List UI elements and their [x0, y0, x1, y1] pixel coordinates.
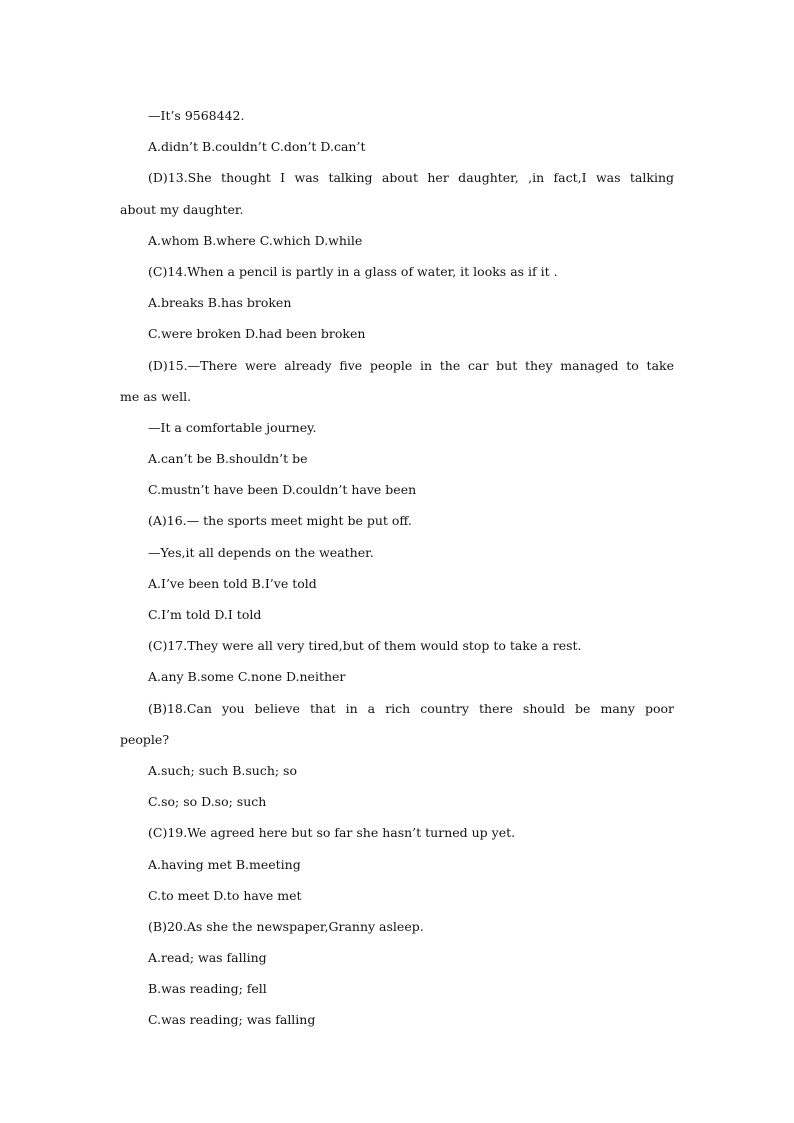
text-line: (B)18.Can you believe that in a rich country there should be many poor	[148, 700, 674, 716]
text-line: C.so; so D.so; such	[148, 794, 267, 810]
text-line: A.such; such B.such; so	[148, 762, 297, 778]
text-line: A.read; was falling	[148, 950, 267, 966]
text-line: A.can’t be B.shouldn’t be	[148, 451, 308, 467]
text-line: B.was reading; fell	[148, 981, 267, 997]
text-line: A.breaks B.has broken	[148, 295, 292, 311]
text-line: me as well.	[120, 388, 192, 404]
text-line: (C)19.We agreed here but so far she hasn’t turned up yet.	[148, 825, 516, 841]
text-line: (C)14.When a pencil is partly in a glass of water, it looks as if it .	[148, 263, 558, 279]
text-line: (C)17.They were all very tired,but of them would stop to take a rest.	[148, 638, 582, 654]
text-line: people?	[120, 731, 170, 747]
text-line: (A)16.— the sports meet might be put off.	[148, 513, 412, 529]
text-line: —It a comfortable journey.	[148, 419, 317, 435]
text-line: (D)13.She thought I was talking about her daughter, ,in fact,I was talking	[148, 170, 674, 186]
text-line: A.any B.some C.none D.neither	[148, 669, 346, 685]
text-line: A.having met B.meeting	[148, 856, 301, 872]
text-line: A.whom B.where C.which D.while	[148, 232, 363, 248]
text-line: (D)15.—There were already five people in the car but they managed to take	[148, 357, 674, 373]
text-line: A.I’ve been told B.I’ve told	[148, 575, 317, 591]
text-line: A.didn’t B.couldn’t C.don’t D.can’t	[148, 139, 366, 155]
text-line: —Yes,it all depends on the weather.	[148, 544, 374, 560]
text-line: —It’s 9568442.	[148, 108, 245, 123]
text-line: C.were broken D.had been broken	[148, 326, 366, 342]
document-body	[120, 104, 674, 1040]
text-line: C.to meet D.to have met	[148, 887, 302, 903]
text-line: about my daughter.	[120, 201, 244, 217]
text-line: (B)20.As she the newspaper,Granny asleep.	[148, 918, 424, 934]
text-line: C.I’m told D.I told	[148, 607, 262, 622]
text-line: C.mustn’t have been D.couldn’t have been	[148, 482, 417, 498]
text-line: C.was reading; was falling	[148, 1012, 316, 1028]
